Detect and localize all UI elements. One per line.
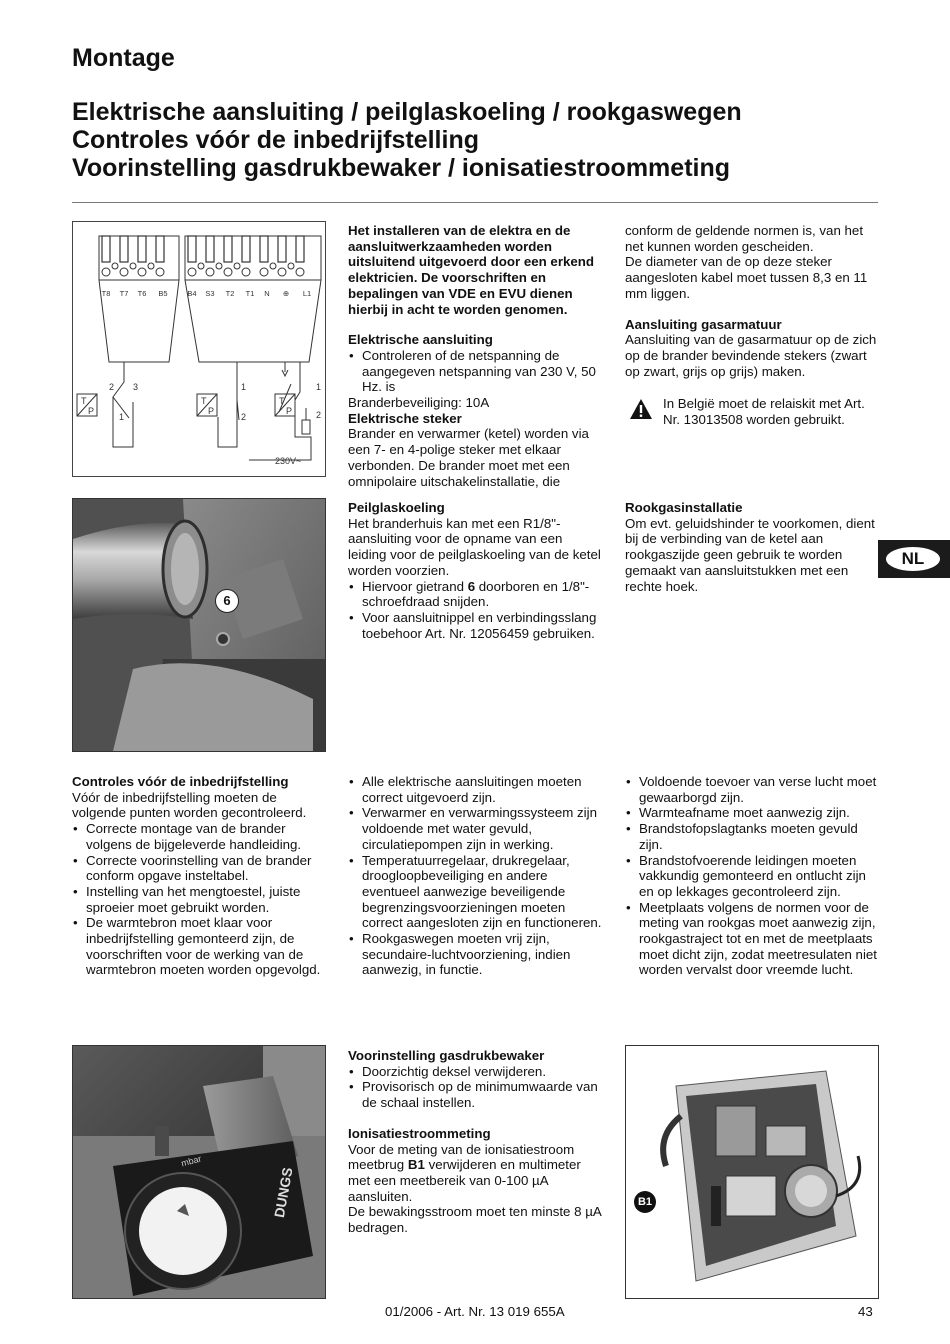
- checks-intro: Vóór de inbedrijfstelling moeten de volgende punten worden gecontroleerd.: [72, 789, 307, 821]
- ionisation-heading: Ionisatiestroommeting: [348, 1125, 491, 1141]
- list-item: • Brandstofopslagtanks moeten gevuld zijn.: [625, 821, 881, 852]
- dungs-brand-label: DUNGS: [271, 1166, 296, 1219]
- peil-heading: Peilglaskoeling: [348, 500, 445, 515]
- title-line-1: Elektrische aansluiting / peilglaskoeling / rookgaswegen: [72, 98, 742, 126]
- list-item: • Meetplaats volgens de normen voor de meting van rookgas moet aanwezig zijn, rookgastraject tot en met de meetplaats moet dicht zijn, zodat meetresulaten niet worden vervalst door vreemde lucht.: [625, 900, 881, 979]
- control-unit-photo: [625, 1045, 879, 1299]
- terminal-label: T8: [101, 289, 111, 298]
- ionisation-ref-b1: B1: [407, 1157, 425, 1173]
- tp-label: T: [81, 396, 87, 406]
- contact-label: 2: [316, 410, 322, 420]
- gas-heading: Aansluiting gasarmatuur: [625, 316, 782, 332]
- contact-label: 3: [133, 382, 139, 392]
- pressure-switch-photo: [72, 1045, 326, 1299]
- list-item: • Voldoende toevoer van verse lucht moet gewaarborgd zijn.: [625, 774, 881, 805]
- contact-label: 2: [109, 382, 115, 392]
- electrical-section: [348, 223, 603, 489]
- list-item: [348, 579, 603, 610]
- ionisation-text-post: verwijderen en multimeter met een meetbereik van 0-100 µA aansluiten.: [348, 1157, 581, 1204]
- cable-diameter-text: De diameter van de op deze steker aangesloten kabel moet tussen 8,3 en 11 mm liggen.: [625, 254, 868, 301]
- rook-text: Om evt. geluidshinder te voorkomen, dient bij de verbinding van de ketel aan rookgaszijde geen gebruik te worden gemaakt van aansluitstukken met een rechte hoek.: [625, 515, 875, 594]
- header-divider: [72, 202, 878, 203]
- elec-heading: Elektrische aansluiting: [348, 332, 493, 348]
- peil-text: Het branderhuis kan met een R1/8"-aansluiting voor de opname van een leiding voor de peilglaskoeling van de ketel worden voorzien.: [348, 515, 601, 578]
- section-title: Montage: [72, 44, 175, 72]
- tp-label: P: [208, 406, 215, 416]
- control-unit-illustration: [626, 1046, 878, 1298]
- callout-6: 6: [215, 589, 239, 613]
- intro-bold-text: Het installeren van de elektra en de aansluitwerkzaamheden worden uitsluitend uitgevoerd door een erkend elektricien. De voorschriften en bepalingen van VDE en EVU dienen hierbij in acht te worden genomen.: [348, 223, 595, 317]
- checks-column-3: [625, 774, 881, 978]
- terminal-label: N: [264, 289, 270, 298]
- list-item: • Controleren of de netspanning de aangegeven netspanning van 230 V, 50 Hz. is: [348, 348, 603, 395]
- burner-housing-illustration: [73, 499, 325, 751]
- list-item: • Voor aansluitnippel en verbindingsslang toebehoor Art. Nr. 12056459 gebruiken.: [348, 610, 603, 641]
- checks-list-1: [72, 821, 330, 978]
- ionisation-text: [348, 1142, 603, 1205]
- page-title: [72, 98, 742, 182]
- burner-housing-photo: [72, 498, 326, 752]
- terminal-label: T7: [119, 289, 129, 298]
- gas-text: Aansluiting van de gasarmatuur op de zich op de brander bevindende stekers (zwart op zwart, grijs op grijs) maken.: [625, 332, 877, 379]
- pressure-switch-section: [348, 1048, 603, 1236]
- terminal-label: B5: [158, 289, 168, 298]
- page-number: 43: [858, 1304, 873, 1319]
- language-tab: [878, 540, 950, 578]
- terminal-label: B4: [187, 289, 197, 298]
- peil-bullet1-post: doorboren en 1/8"-schroefdraad snijden.: [362, 578, 590, 610]
- gasdruk-heading: Voorinstelling gasdrukbewaker: [348, 1048, 545, 1063]
- terminal-label: ⊕: [282, 289, 290, 298]
- wiring-diagram: [72, 221, 326, 477]
- terminal-label: T1: [245, 289, 255, 298]
- flue-gas-section: [625, 500, 875, 594]
- wiring-diagram-svg: [73, 222, 325, 476]
- list-item: • Correcte voorinstelling van de brander conform opgave insteltabel.: [72, 853, 330, 884]
- tp-label: P: [286, 406, 293, 416]
- contact-label: 1: [119, 412, 125, 422]
- list-item: • Doorzichtig deksel verwijderen.: [348, 1064, 603, 1080]
- checks-list-3: [625, 774, 881, 978]
- terminal-label: L1: [302, 289, 312, 298]
- callout-b1: B1: [634, 1191, 656, 1213]
- checks-heading: Controles vóór de inbedrijfstelling: [72, 774, 289, 789]
- terminal-label: S3: [205, 289, 215, 298]
- list-item: • Brandstofvoerende leidingen moeten vakkundig gemonteerd en ontlucht zijn en op lekkages gecontroleerd zijn.: [625, 853, 881, 900]
- list-item: • Alle elektrische aansluitingen moeten correct uitgevoerd zijn.: [348, 774, 603, 805]
- tp-label: T: [201, 396, 207, 406]
- plug-heading: Elektrische steker: [348, 410, 462, 426]
- checks-list-2: [348, 774, 603, 978]
- elec-list: [348, 348, 603, 395]
- list-item: • Correcte montage van de brander volgens de bijgeleverde handleiding.: [72, 821, 330, 852]
- contact-label: 1: [241, 382, 247, 392]
- list-item: • Instelling van het mengtoestel, juiste sproeier moet gebruikt worden.: [72, 884, 330, 915]
- list-item: • De warmtebron moet klaar voor inbedrijfstelling gemonteerd zijn, de voorschriften voor de werking van de warmtebron moeten worden opgevolgd.: [72, 915, 330, 978]
- title-line-2: Controles vóór de inbedrijfstelling: [72, 126, 479, 154]
- list-item: • Temperatuurregelaar, drukregelaar, droogloopbeveiliging en andere eventueel aanwezige beveiligende begrenzingsvoorzieningen moeten correct aangesloten zijn en functioneren.: [348, 853, 603, 932]
- peil-bullet1-pre: Hiervoor gietrand: [362, 578, 468, 594]
- plug-text: Brander en verwarmer (ketel) worden via een 7- en 4-polige steker met elkaar verbonden. De brander moet met een omnipolaire uitschakelinstallatie, die: [348, 426, 589, 489]
- rook-heading: Rookgasinstallatie: [625, 500, 743, 515]
- list-item: • Rookgaswegen moeten vrij zijn, secundaire-luchtvoorziening, indien aanwezig, in functie.: [348, 931, 603, 978]
- voltage-label: 230V~: [275, 456, 302, 466]
- title-line-3: Voorinstelling gasdrukbewaker / ionisatiestroommeting: [72, 154, 731, 182]
- contact-label: 1: [316, 382, 322, 392]
- terminal-label: T2: [225, 289, 235, 298]
- checks-column-2: [348, 774, 603, 978]
- contact-label: 2: [241, 412, 247, 422]
- gas-connection-section: [625, 223, 881, 428]
- footer-doc-ref: 01/2006 - Art. Nr. 13 019 655A: [385, 1304, 565, 1319]
- peil-bullet1-ref: 6: [467, 578, 476, 594]
- list-item: • Warmteafname moet aanwezig zijn.: [625, 805, 881, 821]
- tp-label: P: [88, 406, 95, 416]
- warning-text: In België moet de relaiskit met Art. Nr. 13013508 worden gebruikt.: [663, 396, 865, 428]
- sightglass-cooling-section: [348, 500, 603, 641]
- peil-list: [348, 579, 603, 642]
- ionisation-text-2: De bewakingsstroom moet ten minste 8 µA bedragen.: [348, 1204, 602, 1236]
- plug-cont-text: conform de geldende normen is, van het net kunnen worden gescheiden.: [625, 223, 864, 254]
- list-item: • Provisorisch op de minimumwaarde van de schaal instellen.: [348, 1079, 603, 1110]
- fuse-text: Branderbeveiliging: 10A: [348, 395, 490, 411]
- checks-column-1: [72, 774, 330, 978]
- language-label: NL: [886, 547, 940, 571]
- mbar-label: mbar: [180, 1153, 203, 1169]
- terminal-label: T6: [137, 289, 147, 298]
- ionisation-text-pre: Voor de meting van de ionisatiestroom meetbrug: [348, 1141, 575, 1173]
- tp-label: T: [279, 396, 285, 406]
- warning-note: [625, 396, 881, 427]
- gasdruk-list: [348, 1064, 603, 1111]
- list-item: • Verwarmer en verwarmingssysteem zijn voldoende met water gevuld, circulatiepompen zijn in werking.: [348, 805, 603, 852]
- warning-icon: [629, 398, 653, 420]
